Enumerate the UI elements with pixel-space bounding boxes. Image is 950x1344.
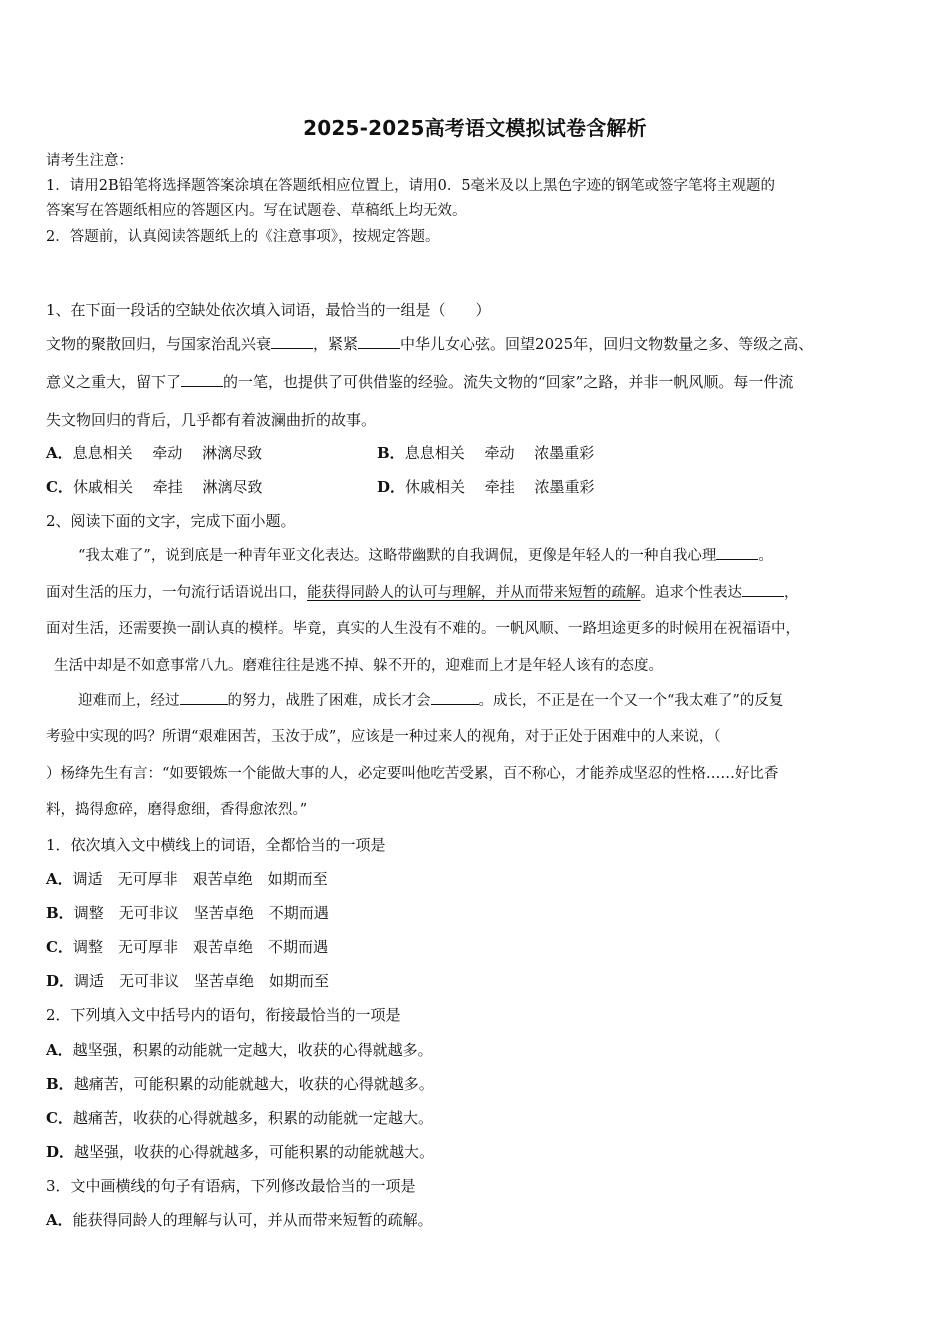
q1-option-b[interactable] (377, 443, 594, 463)
option-label: A． (46, 444, 73, 462)
q2-reading-line-3: 面对生活，还需要换一副认真的模样。毕竟，真实的人生没有不难的。一帆风顺、一路坦途更多的时候用在祝福语中， (46, 621, 800, 637)
option-text: 息息相关 牵动 浓墨重彩 (404, 444, 595, 462)
q2-sub2-option-d[interactable] (46, 1142, 434, 1162)
answer-blank (181, 372, 223, 387)
q2-reading-line-5 (78, 690, 783, 711)
q2-sub2-option-b[interactable] (46, 1074, 434, 1094)
reading-text: “我太难了”，说到底是一种青年亚文化表达。这略带幽默的自我调侃，更像是年轻人的一种自我心理 (78, 548, 717, 564)
option-text: 休戚相关 牵挂 淋漓尽致 (72, 478, 263, 496)
option-label: C． (46, 478, 73, 496)
q2-reading-line-7: ）杨绛先生有言：“如要锻炼一个能做大事的人，必定要叫他吃苦受累，百不称心，才能养成坚忍的性格……好比香 (46, 766, 779, 782)
q2-sub1-option-a[interactable] (46, 869, 328, 889)
option-label: A． (46, 1211, 73, 1229)
reading-text: 。成长，不正是在一个又一个“我太难了”的反复 (478, 693, 784, 709)
option-text: 越痛苦，可能积累的动能就越大，收获的心得就越多。 (73, 1075, 434, 1093)
q2-sub3-stem: 3．文中画横线的句子有语病，下列修改最恰当的一项是 (46, 1177, 416, 1195)
q2-reading-line-2 (46, 582, 799, 603)
q1-text: 意义之重大，留下了 (46, 373, 182, 391)
q2-reading-line-4: 生活中却是不如意事常八九。磨难往往是逃不掉、躲不开的，迎难而上才是年轻人该有的态度。 (54, 658, 663, 674)
q2-sub3-option-a[interactable] (46, 1210, 433, 1230)
option-text: 调适 无可厚非 艰苦卓绝 如期而至 (72, 870, 328, 888)
q2-sub1-option-b[interactable] (46, 903, 329, 923)
option-text: 调整 无可厚非 艰苦卓绝 不期而遇 (72, 938, 328, 956)
reading-text: 。 (758, 548, 773, 564)
q1-text: 文物的聚散回归，与国家治乱兴衰 (46, 335, 272, 353)
option-text: 息息相关 牵动 淋漓尽致 (72, 444, 263, 462)
option-label: B． (46, 1075, 74, 1093)
q2-sub2-option-c[interactable] (46, 1108, 433, 1128)
notice-line-2: 2．答题前，认真阅读答题纸上的《注意事项》，按规定答题。 (46, 229, 440, 245)
reading-text: ， (784, 585, 799, 601)
q1-stem: 1、在下面一段话的空缺处依次填入词语，最恰当的一组是（ ） (46, 301, 491, 319)
notice-heading: 请考生注意： (46, 153, 133, 169)
q1-passage-line-3: 失文物回归的背后，几乎都有着波澜曲折的故事。 (46, 411, 377, 429)
option-label: D． (46, 972, 75, 990)
option-text: 休戚相关 牵挂 浓墨重彩 (405, 478, 595, 496)
q2-reading-line-6: 考验中实现的吗？所谓“艰难困苦，玉汝于成”，应该是一种过来人的视角，对于正处于困难中的人来说，（ (46, 729, 721, 745)
reading-text: 的努力，战胜了困难，成长才会 (227, 693, 431, 709)
option-label: B． (377, 444, 405, 462)
q1-option-c[interactable] (46, 477, 263, 497)
option-text: 越坚强，收获的心得就越多，可能积累的动能就越大。 (74, 1143, 435, 1161)
q2-stem: 2、阅读下面的文字，完成下面小题。 (46, 512, 296, 530)
answer-blank (358, 334, 400, 349)
q1-passage-line-2 (46, 372, 793, 392)
q2-sub1-option-d[interactable] (46, 971, 329, 991)
option-label: D． (46, 1143, 75, 1161)
notice-line-1a: 1．请用2B铅笔将选择题答案涂填在答题纸相应位置上，请用0．5毫米及以上黑色字迹的钢笔或签字笔将主观题的 (46, 178, 776, 194)
q1-passage-line-1 (46, 334, 813, 354)
reading-text: 面对生活的压力，一句流行话语说出口， (46, 585, 307, 601)
q2-sub1-option-c[interactable] (46, 937, 328, 957)
q1-option-a[interactable] (46, 443, 262, 463)
answer-blank (742, 582, 784, 597)
answer-blank (180, 690, 228, 705)
option-text: 能获得同龄人的理解与认可，并从而带来短暂的疏解。 (72, 1211, 433, 1229)
option-text: 越痛苦，收获的心得就越多，积累的动能就一定越大。 (72, 1109, 433, 1127)
q2-sub1-stem: 1．依次填入文中横线上的词语，全都恰当的一项是 (46, 836, 386, 854)
q1-text: 中华儿女心弦。回望2025年，回归文物数量之多、等级之高、 (400, 335, 814, 353)
answer-blank (431, 690, 479, 705)
option-text: 调适 无可非议 坚苦卓绝 如期而至 (74, 972, 330, 990)
notice-line-1b: 答案写在答题纸相应的答题区内。写在试题卷、草稿纸上均无效。 (46, 203, 467, 219)
option-label: A． (46, 1041, 73, 1059)
answer-blank (271, 334, 313, 349)
option-text: 调整 无可非议 坚苦卓绝 不期而遇 (73, 904, 329, 922)
option-text: 越坚强，积累的动能就一定越大，收获的心得就越多。 (72, 1041, 433, 1059)
option-label: B． (46, 904, 74, 922)
reading-text: 。追求个性表达 (640, 585, 742, 601)
option-label: C． (46, 1109, 73, 1127)
q1-option-d[interactable] (377, 477, 595, 497)
q2-reading-line-1 (78, 545, 773, 566)
page-title: 2025-2025高考语文模拟试卷含解析 (303, 116, 647, 140)
q1-text: ，紧紧 (313, 335, 359, 353)
q2-sub2-option-a[interactable] (46, 1040, 433, 1060)
q2-sub2-stem: 2．下列填入文中括号内的语句，衔接最恰当的一项是 (46, 1006, 401, 1024)
reading-text: 迎难而上，经过 (78, 693, 180, 709)
underlined-sentence: 能获得同龄人的认可与理解，并从而带来短暂的疏解 (307, 585, 641, 601)
option-label: C． (46, 938, 73, 956)
q1-text: 的一笔，也提供了可供借鉴的经验。流失文物的“回家”之路，并非一帆风顺。每一件流 (223, 373, 794, 391)
q2-reading-line-8: 料，捣得愈碎，磨得愈细，香得愈浓烈。” (46, 802, 308, 818)
answer-blank (716, 545, 758, 560)
option-label: A． (46, 870, 73, 888)
option-label: D． (377, 478, 406, 496)
